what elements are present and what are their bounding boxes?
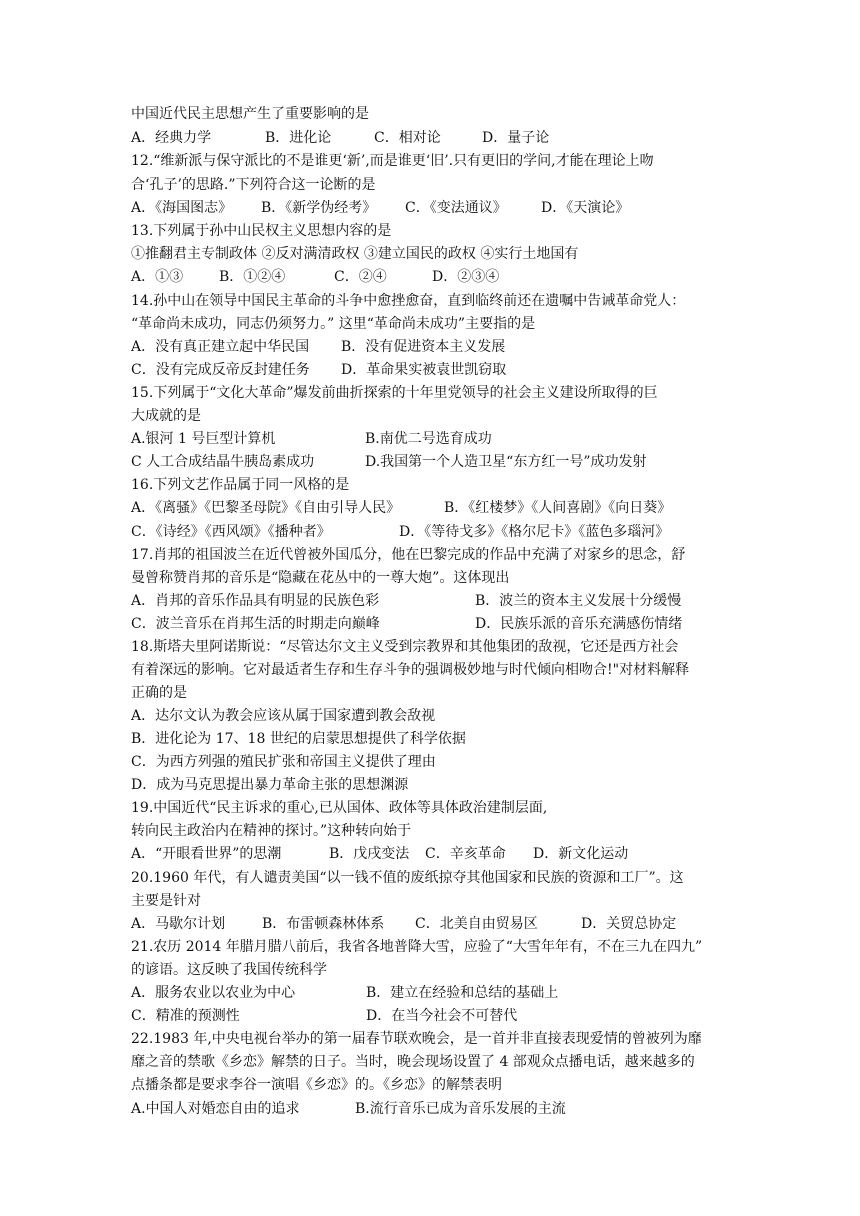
option-a: A．①③ <box>131 269 184 285</box>
option-b: B．布雷顿森林体系 <box>262 916 385 932</box>
text-line: 主要是针对 <box>131 893 201 909</box>
option-d: D．新文化运动 <box>533 846 629 862</box>
option-c: C．精准的预测性 <box>131 1008 240 1024</box>
text-line: 点播条都是要求李谷一演唱《乡恋》的。《乡恋》的解禁表明 <box>131 1077 502 1093</box>
text-line: “革命尚未成功，同志仍须努力。” 这里“革命尚未成功”主要指的是 <box>131 316 536 332</box>
option-a: A．达尔文认为教会应该从属于国家遭到教会敌视 <box>131 708 436 724</box>
option-a: A．“开眼看世界”的思潮 <box>131 846 282 862</box>
option-a: A．没有真正建立起中华民国 <box>131 339 310 355</box>
option-b: B．《红楼梦》《人间喜剧》《向日葵》 <box>444 500 672 516</box>
option-c: C．波兰音乐在肖邦生活的时期走向巅峰 <box>131 616 380 632</box>
question-14: 14.孙中山在领导中国民主革命的斗争中愈挫愈奋，直到临终前还在遗嘱中告诫革命党人： <box>131 293 686 309</box>
option-a: A．《海国图志》 <box>131 200 233 216</box>
option-b: B．没有促进资本主义发展 <box>341 339 506 355</box>
text-line: 正确的是 <box>131 685 187 701</box>
option-d: D．民族乐派的音乐充满感伤情绪 <box>475 616 683 632</box>
question-22: 22.1983 年,中央电视台举办的第一届春节联欢晚会，是一首并非直接表现爱情的曾被列为靡 <box>131 1031 702 1047</box>
text-line: 合‘孔子’的思路.”下列符合这一论断的是 <box>131 177 376 193</box>
option-c: C．相对论 <box>374 130 441 146</box>
option-a: A．经典力学 <box>131 130 212 146</box>
option-b: B.流行音乐已成为音乐发展的主流 <box>355 1101 566 1117</box>
question-19: 19.中国近代“民主诉求的重心,已从国体、政体等具体政治建制层面, <box>131 800 548 816</box>
text-line: 转向民主政治内在精神的探讨。”这种转向始于 <box>131 823 412 839</box>
text-line: 靡之音的禁歌《乡恋》解禁的日子。当时，晚会现场设置了 4 部观众点播电话，越来越多的 <box>131 1054 695 1070</box>
option-a: A．《离骚》《巴黎圣母院》《自由引导人民》 <box>131 500 401 516</box>
question-12: 12.“维新派与保守派比的不是谁更‘新’,而是谁更‘旧’.只有更旧的学问,才能在理论上吻 <box>131 153 654 169</box>
option-c: C．北美自由贸易区 <box>415 916 538 932</box>
option-c: C．《诗经》《西风颂》《播种者》 <box>131 524 331 540</box>
option-d: D．革命果实被袁世凯窃取 <box>341 362 507 378</box>
option-d: D．关贸总协定 <box>581 916 677 932</box>
text-line: 中国近代民主思想产生了重要影响的是 <box>131 106 369 122</box>
option-d: D．②③④ <box>432 269 500 285</box>
option-b: B．进化论为 17、18 世纪的启蒙思想提供了科学依据 <box>131 731 466 747</box>
option-c: C 人工合成结晶牛胰岛素成功 <box>131 454 315 470</box>
text-line: 的谚语。这反映了我国传统科学 <box>131 962 327 978</box>
option-d: D．《等待戈多》《格尔尼卡》《蓝色多瑙河》 <box>399 524 670 540</box>
option-d: D．成为马克思提出暴力革命主张的思想渊源 <box>131 777 409 793</box>
text-line: ①推翻君主专制政体 ②反对满清政权 ③建立国民的政权 ④实行土地国有 <box>131 246 579 262</box>
question-13: 13.下列属于孙中山民权主义思想内容的是 <box>131 223 392 239</box>
option-a: A.银河 1 号巨型计算机 <box>131 431 276 447</box>
option-b: B．进化论 <box>265 130 332 146</box>
option-c: C．辛亥革命 <box>425 846 506 862</box>
option-c: C．《变法通议》 <box>405 200 507 216</box>
question-21: 21.农历 2014 年腊月腊八前后，我省各地普降大雪，应验了“大雪年年有，不在三九在四九” <box>131 939 703 955</box>
text-line: 有着深远的影响。它对最适者生存和生存斗争的强调极妙地与时代倾向相吻合!"对材料解释 <box>131 662 690 678</box>
question-20: 20.1960 年代，有人谴责美国“以一钱不值的废纸掠夺其他国家和民族的资源和工厂”。这 <box>131 870 684 886</box>
option-c: C．没有完成反帝反封建任务 <box>131 362 310 378</box>
option-c: C．为西方列强的殖民扩张和帝国主义提供了理由 <box>131 754 436 770</box>
option-c: C．②④ <box>334 269 387 285</box>
option-a: A．服务农业以农业为中心 <box>131 985 296 1001</box>
option-d: D．《天演论》 <box>541 200 630 216</box>
text-line: 大成就的是 <box>131 408 201 424</box>
text-line: 曼曾称赞肖邦的音乐是“隐藏在花丛中的一尊大炮”。这体现出 <box>131 570 510 586</box>
question-15: 15.下列属于“文化大革命”爆发前曲折探索的十年里党领导的社会主义建设所取得的巨 <box>131 385 658 401</box>
option-b: B.南优二号选育成功 <box>365 431 492 447</box>
question-16: 16.下列文艺作品属于同一风格的是 <box>131 477 350 493</box>
option-b: B．建立在经验和总结的基础上 <box>366 985 559 1001</box>
option-d: D．在当今社会不可替代 <box>366 1008 518 1024</box>
option-b: B．戊戌变法 <box>329 846 410 862</box>
option-d: D.我国第一个人造卫星“东方红一号”成功发射 <box>365 454 647 470</box>
question-17: 17.肖邦的祖国波兰在近代曾被外国瓜分，他在巴黎完成的作品中充满了对家乡的思念，舒 <box>131 547 686 563</box>
question-18: 18.斯塔夫里阿诺斯说：“尽管达尔文主义受到宗教界和其他集团的敌视，它还是西方社会 <box>131 639 679 655</box>
option-d: D．量子论 <box>482 130 550 146</box>
option-b: B．波兰的资本主义发展十分缓慢 <box>475 593 682 609</box>
option-a: A．肖邦的音乐作品具有明显的民族色彩 <box>131 593 380 609</box>
option-a: A.中国人对婚恋自由的追求 <box>131 1101 300 1117</box>
option-a: A．马歇尔计划 <box>131 916 226 932</box>
option-b: B．《新学伪经考》 <box>261 200 377 216</box>
option-b: B．①②④ <box>219 269 286 285</box>
